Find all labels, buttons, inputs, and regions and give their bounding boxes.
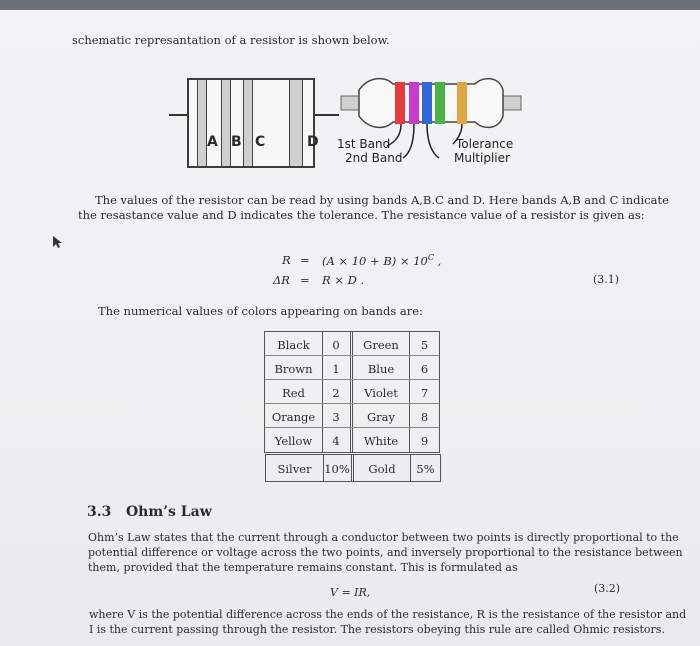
table-row-line <box>265 403 439 404</box>
table-color-name: Yellow <box>274 434 313 448</box>
document-page <box>0 10 700 646</box>
tolerance-color-name: Gold <box>368 462 396 476</box>
paragraph-line: I is the current passing through the resistor. The resistors obeying this rule are called Ohmic resistors. <box>89 623 665 636</box>
table-color-name: Red <box>282 386 305 400</box>
eq-dr-equals: = <box>300 273 310 287</box>
table-color-name: Blue <box>367 362 395 376</box>
eq-r-rhs-main: (A × 10 + B) × 10 <box>322 253 428 268</box>
pointer-multiplier <box>427 124 439 158</box>
paragraph-line: The values of the resistor can be read by using bands A,B.C and D. Here bands A,B and C indicate <box>95 193 669 207</box>
table-color-name: Black <box>277 338 310 352</box>
tolerance-value: 5% <box>416 462 435 476</box>
section-number: 3.3 <box>87 504 112 520</box>
eq-dr-rhs: R × D . <box>322 273 365 287</box>
color-band-blue <box>422 82 432 124</box>
table-color-name: White <box>363 434 399 448</box>
table-row-line <box>265 355 439 356</box>
table-color-value: 4 <box>332 434 340 448</box>
table-color-value: 1 <box>332 362 340 376</box>
resistor-diagram <box>165 68 535 176</box>
band-letter-d: D <box>307 134 319 150</box>
eq-r-rhs <box>322 253 441 268</box>
table-row-line <box>265 427 439 428</box>
table-color-name: Orange <box>271 410 316 424</box>
equation-number: (3.2) <box>594 582 621 595</box>
eq-r-lhs: R <box>282 253 291 267</box>
label-tolerance: Tolerance <box>456 137 514 151</box>
tolerance-value: 10% <box>324 462 350 476</box>
section-title: Ohm’s Law <box>125 504 212 520</box>
eq-r-equals: = <box>300 253 310 267</box>
table-color-value: 8 <box>420 410 429 424</box>
table-color-value: 7 <box>420 386 429 400</box>
table-color-name: Violet <box>364 386 398 400</box>
label-multiplier: Multiplier <box>454 151 510 165</box>
band-letter-b: B <box>231 134 242 150</box>
intro-text: schematic represantation of a resistor is shown below. <box>72 33 390 47</box>
table-color-value: 5 <box>420 338 429 352</box>
paragraph-line: where V is the potential difference across the ends of the resistance, R is the resistance of the resistor and <box>89 608 687 621</box>
color-band-violet <box>409 82 419 124</box>
table-color-value: 9 <box>420 434 429 448</box>
section-heading <box>87 504 212 520</box>
table-color-name: Gray <box>366 410 396 424</box>
eq-r-tail: , <box>433 253 442 268</box>
eq-r-exponent: C <box>427 253 434 262</box>
table-color-value: 2 <box>332 386 340 400</box>
tolerance-table <box>265 454 441 482</box>
band-letter-c: C <box>255 134 266 150</box>
numerical-intro: The numerical values of colors appearing on bands are: <box>98 304 423 318</box>
color-value-table <box>264 331 440 453</box>
tolerance-color-name: Silver <box>277 462 312 476</box>
eq-dr-lhs: ΔR <box>273 273 290 287</box>
table-color-value: 6 <box>420 362 429 376</box>
table-color-name: Brown <box>274 362 313 376</box>
paragraph-line: potential difference or voltage across the two points, and inversely proportional to the resistance between <box>88 546 683 559</box>
table-color-value: 3 <box>332 410 340 424</box>
color-band-red <box>395 82 405 124</box>
paragraph-line: them, provided that the temperature remains constant. This is formulated as <box>88 561 518 574</box>
label-2nd-band: 2nd Band <box>345 151 403 165</box>
ohm-equation: V = IR, <box>330 586 371 599</box>
equation-number: (3.1) <box>593 273 620 286</box>
label-1st-band: 1st Band <box>337 137 391 151</box>
paragraph-line: Ohm’s Law states that the current through a conductor between two points is directly proportional to the <box>88 531 679 544</box>
color-band-green <box>435 82 445 124</box>
pointer-2nd-band <box>403 124 414 158</box>
color-band-orange <box>457 82 467 124</box>
table-row-line <box>265 379 439 380</box>
paragraph-line: the resastance value and D indicates the tolerance. The resistance value of a resistor is given as: <box>78 208 645 222</box>
band-letter-a: A <box>207 134 218 150</box>
table-color-value: 0 <box>332 338 340 352</box>
table-color-name: Green <box>363 338 399 352</box>
mouse-cursor-icon <box>52 235 64 249</box>
